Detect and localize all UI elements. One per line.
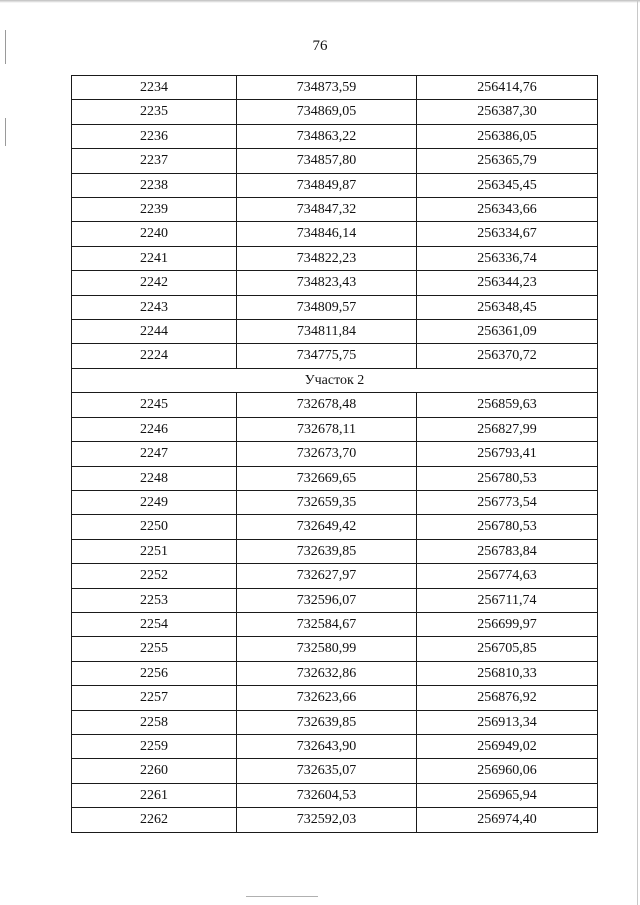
x-coordinate-cell: 734863,22 (237, 124, 417, 148)
scan-mark (246, 896, 318, 897)
point-number-cell: 2234 (72, 76, 237, 100)
y-coordinate-cell: 256783,84 (417, 539, 598, 563)
x-coordinate-cell: 734847,32 (237, 198, 417, 222)
scan-mark (5, 118, 6, 146)
y-coordinate-cell: 256793,41 (417, 442, 598, 466)
x-coordinate-cell: 732623,66 (237, 686, 417, 710)
y-coordinate-cell: 256365,79 (417, 149, 598, 173)
table-row (72, 393, 598, 417)
table-row (72, 686, 598, 710)
point-number-cell: 2235 (72, 100, 237, 124)
x-coordinate-cell: 732627,97 (237, 564, 417, 588)
table-row (72, 295, 598, 319)
y-coordinate-cell: 256345,45 (417, 173, 598, 197)
x-coordinate-cell: 732643,90 (237, 734, 417, 758)
y-coordinate-cell: 256913,34 (417, 710, 598, 734)
y-coordinate-cell: 256711,74 (417, 588, 598, 612)
point-number-cell: 2246 (72, 417, 237, 441)
x-coordinate-cell: 732678,11 (237, 417, 417, 441)
table-row (72, 539, 598, 563)
x-coordinate-cell: 732596,07 (237, 588, 417, 612)
table-row (72, 442, 598, 466)
y-coordinate-cell: 256949,02 (417, 734, 598, 758)
table-row (72, 417, 598, 441)
y-coordinate-cell: 256336,74 (417, 246, 598, 270)
table-row (72, 612, 598, 636)
y-coordinate-cell: 256773,54 (417, 490, 598, 514)
point-number-cell: 2251 (72, 539, 237, 563)
y-coordinate-cell: 256344,23 (417, 271, 598, 295)
x-coordinate-cell: 734869,05 (237, 100, 417, 124)
y-coordinate-cell: 256705,85 (417, 637, 598, 661)
scan-edge-top (0, 0, 640, 3)
table-section (72, 368, 598, 392)
table-row (72, 710, 598, 734)
point-number-cell: 2248 (72, 466, 237, 490)
x-coordinate-cell: 732678,48 (237, 393, 417, 417)
y-coordinate-cell: 256334,67 (417, 222, 598, 246)
point-number-cell: 2243 (72, 295, 237, 319)
y-coordinate-cell: 256343,66 (417, 198, 598, 222)
y-coordinate-cell: 256960,06 (417, 759, 598, 783)
point-number-cell: 2259 (72, 734, 237, 758)
y-coordinate-cell: 256361,09 (417, 320, 598, 344)
y-coordinate-cell: 256974,40 (417, 808, 598, 832)
x-coordinate-cell: 732659,35 (237, 490, 417, 514)
x-coordinate-cell: 734873,59 (237, 76, 417, 100)
point-number-cell: 2261 (72, 783, 237, 807)
point-number-cell: 2249 (72, 490, 237, 514)
table-row (72, 246, 598, 270)
y-coordinate-cell: 256387,30 (417, 100, 598, 124)
point-number-cell: 2256 (72, 661, 237, 685)
point-number-cell: 2262 (72, 808, 237, 832)
x-coordinate-cell: 732673,70 (237, 442, 417, 466)
point-number-cell: 2236 (72, 124, 237, 148)
point-number-cell: 2252 (72, 564, 237, 588)
x-coordinate-cell: 732639,85 (237, 539, 417, 563)
x-coordinate-cell: 732580,99 (237, 637, 417, 661)
table-row (72, 124, 598, 148)
y-coordinate-cell: 256348,45 (417, 295, 598, 319)
x-coordinate-cell: 732584,67 (237, 612, 417, 636)
y-coordinate-cell: 256780,53 (417, 466, 598, 490)
point-number-cell: 2238 (72, 173, 237, 197)
y-coordinate-cell: 256810,33 (417, 661, 598, 685)
point-number-cell: 2242 (72, 271, 237, 295)
point-number-cell: 2239 (72, 198, 237, 222)
x-coordinate-cell: 732604,53 (237, 783, 417, 807)
x-coordinate-cell: 734823,43 (237, 271, 417, 295)
table-row (72, 466, 598, 490)
point-number-cell: 2247 (72, 442, 237, 466)
table-row (72, 564, 598, 588)
y-coordinate-cell: 256386,05 (417, 124, 598, 148)
point-number-cell: 2245 (72, 393, 237, 417)
y-coordinate-cell: 256876,92 (417, 686, 598, 710)
point-number-cell: 2240 (72, 222, 237, 246)
x-coordinate-cell: 734846,14 (237, 222, 417, 246)
table-group-1 (72, 76, 598, 369)
point-number-cell: 2260 (72, 759, 237, 783)
table-row (72, 344, 598, 368)
table-row (72, 320, 598, 344)
table-row (72, 808, 598, 832)
table-row (72, 734, 598, 758)
x-coordinate-cell: 734822,23 (237, 246, 417, 270)
page-number: 76 (312, 38, 328, 54)
table-group-2 (72, 393, 598, 832)
scan-edge-right (637, 0, 638, 905)
x-coordinate-cell: 734809,57 (237, 295, 417, 319)
table-row (72, 76, 598, 100)
point-number-cell: 2254 (72, 612, 237, 636)
y-coordinate-cell: 256699,97 (417, 612, 598, 636)
table-row (72, 490, 598, 514)
x-coordinate-cell: 732649,42 (237, 515, 417, 539)
table-row (72, 661, 598, 685)
coordinates-table (71, 75, 598, 833)
y-coordinate-cell: 256827,99 (417, 417, 598, 441)
y-coordinate-cell: 256965,94 (417, 783, 598, 807)
y-coordinate-cell: 256859,63 (417, 393, 598, 417)
point-number-cell: 2241 (72, 246, 237, 270)
table-row (72, 271, 598, 295)
table-row (72, 783, 598, 807)
table-row (72, 198, 598, 222)
point-number-cell: 2253 (72, 588, 237, 612)
x-coordinate-cell: 734811,84 (237, 320, 417, 344)
x-coordinate-cell: 732669,65 (237, 466, 417, 490)
y-coordinate-cell: 256774,63 (417, 564, 598, 588)
table-row (72, 637, 598, 661)
section-header-row (72, 368, 598, 392)
point-number-cell: 2257 (72, 686, 237, 710)
point-number-cell: 2237 (72, 149, 237, 173)
y-coordinate-cell: 256370,72 (417, 344, 598, 368)
table-row (72, 149, 598, 173)
x-coordinate-cell: 732635,07 (237, 759, 417, 783)
point-number-cell: 2255 (72, 637, 237, 661)
table-row (72, 588, 598, 612)
x-coordinate-cell: 732639,85 (237, 710, 417, 734)
x-coordinate-cell: 734857,80 (237, 149, 417, 173)
y-coordinate-cell: 256414,76 (417, 76, 598, 100)
x-coordinate-cell: 734775,75 (237, 344, 417, 368)
x-coordinate-cell: 732592,03 (237, 808, 417, 832)
section-label: Участок 2 (72, 368, 598, 392)
point-number-cell: 2250 (72, 515, 237, 539)
x-coordinate-cell: 732632,86 (237, 661, 417, 685)
table-row (72, 100, 598, 124)
point-number-cell: 2258 (72, 710, 237, 734)
table-row (72, 173, 598, 197)
y-coordinate-cell: 256780,53 (417, 515, 598, 539)
point-number-cell: 2244 (72, 320, 237, 344)
table-row (72, 515, 598, 539)
x-coordinate-cell: 734849,87 (237, 173, 417, 197)
point-number-cell: 2224 (72, 344, 237, 368)
table-row (72, 759, 598, 783)
table-row (72, 222, 598, 246)
